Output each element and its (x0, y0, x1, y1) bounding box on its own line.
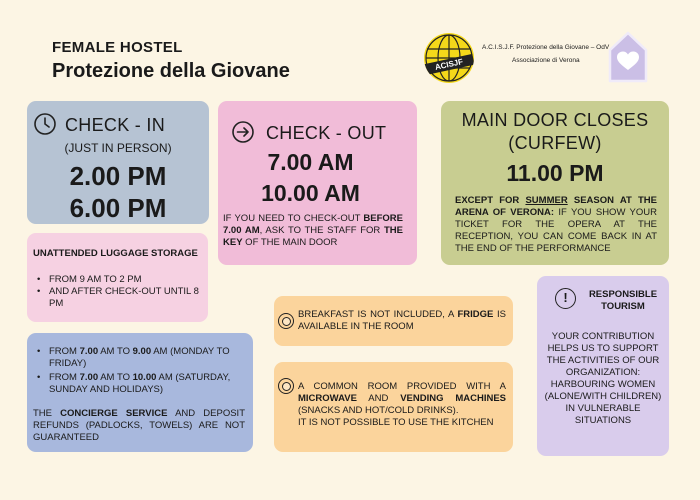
list-item: • AND AFTER CHECK-OUT UNTIL 8 PM (35, 286, 201, 310)
checkout-time-end: 10.00 AM (261, 180, 360, 206)
checkout-title: CHECK - OUT (266, 123, 387, 143)
tourism-text: YOUR CONTRIBUTION HELPS US TO SUPPORT THE ACTIVITIES OF OUR ORGANIZATION: HARBOURING WOMEN (ALONE/WITH CHILDREN) IN VULNERABLE SITUATIONS (544, 331, 662, 426)
concierge-card (27, 333, 253, 452)
tourism-title: RESPONSIBLE TOURISM (588, 289, 658, 312)
checkin-subtitle: (JUST IN PERSON) (64, 141, 172, 155)
logo-lettering: ACISJF (424, 54, 474, 75)
curfew-time: 11.00 PM (506, 160, 604, 186)
checkin-time-start: 2.00 PM (69, 161, 167, 191)
checkout-note: IF YOU NEED TO CHECK-OUT BEFORE 7.00 AM, ASK TO THE STAFF FOR THE KEY OF THE MAIN DOOR (223, 213, 403, 248)
checkin-card (27, 101, 209, 224)
common-room-text: A COMMON ROOM PROVIDED WITH A MICROWAVE AND VENDING MACHINES (SNACKS AND HOT/COLD DRINKS). IT IS NOT POSSIBLE TO USE THE KITCHEN (298, 381, 506, 428)
header-hostel-name: Protezione della Giovane (52, 60, 290, 82)
list-item: • FROM 7.00 AM TO 9.00 AM (MONDAY TO FRIDAY) (35, 346, 245, 370)
luggage-list (35, 274, 201, 310)
list-item: • FROM 7.00 AM TO 10.00 AM (SATURDAY, SUNDAY AND HOLIDAYS) (35, 372, 245, 396)
circle-bullet-icon (278, 313, 294, 329)
luggage-title: UNATTENDED LUGGAGE STORAGE (33, 248, 198, 259)
breakfast-text: BREAKFAST IS NOT INCLUDED, A FRIDGE IS AVAILABLE IN THE ROOM (298, 309, 506, 332)
clock-icon (33, 112, 57, 136)
org-subtitle: Associazione di Verona (512, 57, 580, 64)
arrow-right-circle-icon (231, 120, 255, 144)
luggage-card (27, 233, 208, 322)
breakfast-card (274, 296, 513, 346)
common-room-card (274, 362, 513, 452)
concierge-note: THE CONCIERGE SERVICE AND DEPOSIT REFUNDS (PADLOCKS, TOWELS) ARE NOT GUARANTEED (33, 408, 245, 443)
org-name: A.C.I.S.J.F. Protezione della Giovane – OdV (482, 44, 610, 51)
concierge-hours-list (35, 346, 245, 396)
house-heart-icon (606, 30, 650, 84)
checkout-time-start: 7.00 AM (267, 149, 354, 175)
circle-bullet-icon (278, 378, 294, 394)
checkin-title: CHECK - IN (65, 115, 166, 135)
acisjf-logo (424, 33, 474, 83)
alert-icon: ! (555, 288, 576, 309)
curfew-card (441, 101, 669, 265)
curfew-note: EXCEPT FOR SUMMER SEASON AT THE ARENA OF VERONA: IF YOU SHOW YOUR TICKET FOR THE OPERA AT THE RECEPTION, YOU CAN COME BACK IN AT THE END OF THE PERFORMANCE (455, 195, 657, 254)
tourism-card (537, 276, 669, 456)
header-hostel-type: FEMALE HOSTEL (52, 39, 183, 56)
curfew-title: MAIN DOOR CLOSES (CURFEW) (461, 110, 649, 153)
checkout-card (218, 101, 417, 265)
list-item: • FROM 9 AM TO 2 PM (35, 274, 201, 286)
checkin-time-end: 6.00 PM (69, 193, 167, 223)
